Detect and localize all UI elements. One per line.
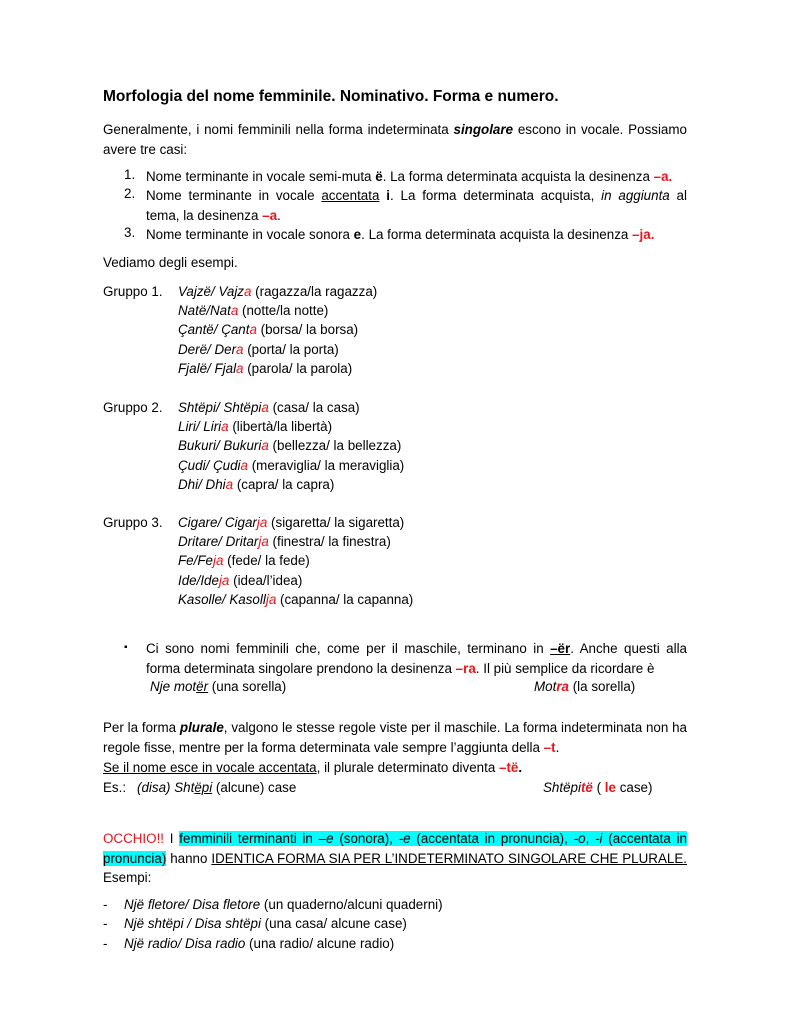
- list-dash: -: [103, 916, 108, 931]
- example-row: Liri/ Liria (libertà/la libertà): [178, 419, 333, 434]
- bullet-icon: ▪: [124, 642, 128, 653]
- group-label: Gruppo 3.: [103, 515, 163, 530]
- example-row: Kasolle/ Kasollja (capanna/ la capanna): [178, 592, 414, 607]
- case-number: 1.: [124, 167, 136, 182]
- list-item: Një fletore/ Disa fletore (un quaderno/alcuni quaderni): [124, 897, 443, 912]
- bullet-example-1: Nje motër (una sorella): [150, 679, 287, 694]
- example-row: Natë/Nata (notte/la notte): [178, 303, 329, 318]
- plural-rule: Se il nome esce in vocale accentata, il plurale determinato diventa –të.: [103, 760, 523, 775]
- intro-text: Generalmente, i nomi femminili nella forma indeterminata: [103, 122, 454, 137]
- group-label: Gruppo 1.: [103, 284, 163, 299]
- plural-paragraph: Per la forma plurale, valgono le stesse regole viste per il maschile. La forma indeterminata non ha regole fisse, mentre per la forma determinata vale sempre l’aggiunta della –t.: [103, 720, 687, 755]
- case-number: 3.: [124, 225, 136, 240]
- example-row: Dritare/ Dritarja (finestra/ la finestra): [178, 534, 391, 549]
- example-row: Dhi/ Dhia (capra/ la capra): [178, 477, 335, 492]
- example-row: Derë/ Dera (porta/ la porta): [178, 342, 339, 357]
- examples-intro: Vediamo degli esempi.: [103, 255, 238, 270]
- case-item-1: Nome terminante in vocale semi-muta ë. La forma determinata acquista la desinenza –a.: [146, 169, 673, 184]
- intro-text-end: escono in vocale. Possiamo avere tre casi:: [103, 122, 687, 157]
- bullet-example-2: Motra (la sorella): [534, 679, 636, 694]
- example-row: Cigare/ Cigarja (sigaretta/ la sigaretta): [178, 515, 405, 530]
- example-row: Fjalë/ Fjala (parola/ la parola): [178, 361, 353, 376]
- plural-example-indeterminate: (disa) Shtëpi (alcune) case: [137, 780, 297, 795]
- page-title: Morfologia del nome femminile. Nominativo. Forma e numero.: [103, 88, 559, 105]
- warning-paragraph: OCCHIO!! I femminili terminanti in –e (sonora), -e (accentata in pronuncia), -o, -i (accentata in pronuncia) hanno IDENTICA FORMA SIA PER L’INDETERMINATO SINGOLARE CHE PLURALE. Esempi:: [103, 831, 687, 885]
- example-row: Ide/Ideja (idea/l’idea): [178, 573, 303, 588]
- list-item: Një shtëpi / Disa shtëpi (una casa/ alcune case): [124, 916, 407, 931]
- bullet-paragraph: Ci sono nomi femminili che, come per il maschile, terminano in –ër. Anche questi alla forma determinata singolare prendono la desinenza –ra. Il più semplice da ricordare è: [146, 641, 688, 676]
- plural-example-determinate: Shtëpitë ( le case): [543, 780, 653, 795]
- plural-example-label: Es.:: [103, 780, 127, 795]
- intro-paragraph: [103, 120, 687, 159]
- example-row: Çudi/ Çudia (meraviglia/ la meraviglia): [178, 458, 405, 473]
- group-label: Gruppo 2.: [103, 400, 163, 415]
- list-dash: -: [103, 897, 108, 912]
- intro-emphasis: singolare: [453, 122, 514, 137]
- case-item-2: Nome terminante in vocale accentata i. La forma determinata acquista, in aggiunta al tema, la desinenza –a.: [146, 188, 687, 223]
- example-row: Çantë/ Çanta (borsa/ la borsa): [178, 322, 359, 337]
- case-number: 2.: [124, 186, 136, 201]
- case-item-3: Nome terminante in vocale sonora e. La forma determinata acquista la desinenza –ja.: [146, 227, 655, 242]
- example-row: Shtëpi/ Shtëpia (casa/ la casa): [178, 400, 360, 415]
- list-dash: -: [103, 936, 108, 951]
- list-item: Një radio/ Disa radio (una radio/ alcune radio): [124, 936, 395, 951]
- example-row: Vajzë/ Vajza (ragazza/la ragazza): [178, 284, 378, 299]
- example-row: Fe/Feja (fede/ la fede): [178, 553, 310, 568]
- example-row: Bukuri/ Bukuria (bellezza/ la bellezza): [178, 438, 402, 453]
